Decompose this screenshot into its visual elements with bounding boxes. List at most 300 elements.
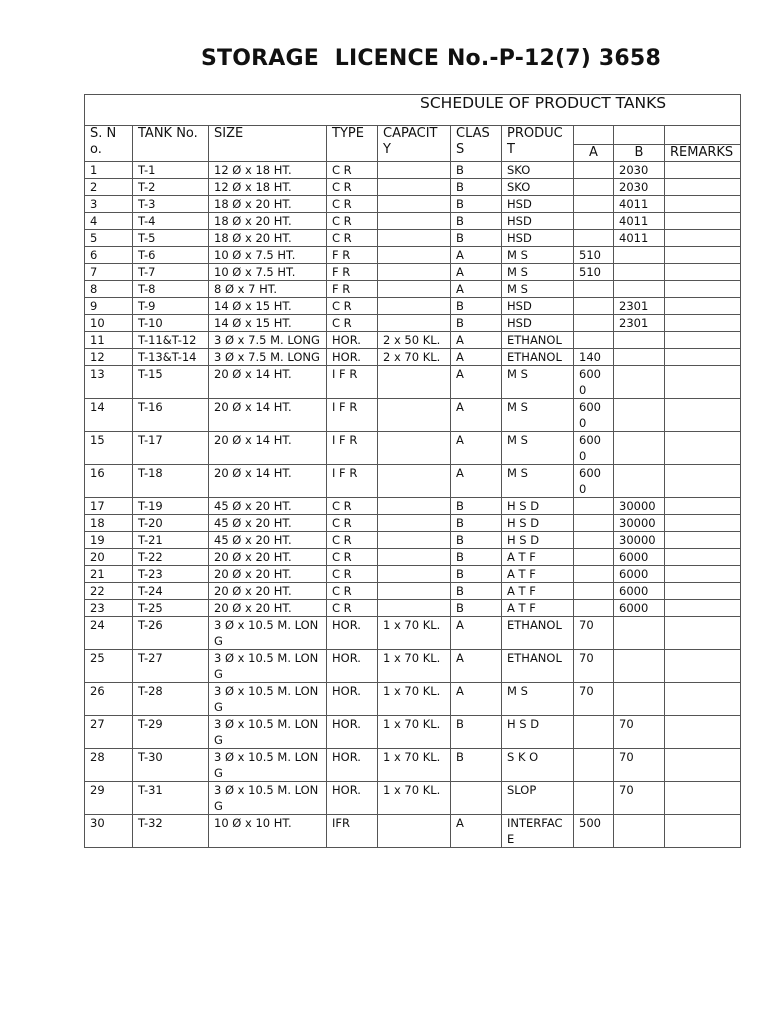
cell-tank: T-3: [133, 196, 209, 213]
cell-capacity: [378, 549, 451, 566]
cell-size: 20 Ø x 20 HT.: [209, 600, 327, 617]
cell-product: HSD: [502, 213, 574, 230]
cell-type: C R: [327, 213, 378, 230]
cell-b: [614, 247, 665, 264]
cell-type: I F R: [327, 366, 378, 399]
cell-capacity: [378, 432, 451, 465]
cell-b: 4011: [614, 230, 665, 247]
cell-type: I F R: [327, 465, 378, 498]
cell-size: 3 Ø x 10.5 M. LONG: [209, 782, 327, 815]
cell-capacity: [378, 465, 451, 498]
cell-type: C R: [327, 583, 378, 600]
table-row: [85, 432, 741, 465]
cell-remarks: [665, 179, 741, 196]
cell-capacity: 1 x 70 KL.: [378, 782, 451, 815]
table-row: [85, 532, 741, 549]
cell-capacity: 2 x 70 KL.: [378, 349, 451, 366]
cell-a: [574, 600, 614, 617]
cell-a: [574, 532, 614, 549]
cell-a: 510: [574, 264, 614, 281]
cell-tank: T-11&T-12: [133, 332, 209, 349]
header-size: SIZE: [209, 126, 327, 162]
cell-tank: T-30: [133, 749, 209, 782]
cell-class: A: [451, 617, 502, 650]
cell-a: [574, 230, 614, 247]
cell-capacity: [378, 566, 451, 583]
cell-type: F R: [327, 281, 378, 298]
cell-size: 14 Ø x 15 HT.: [209, 298, 327, 315]
cell-b: 70: [614, 749, 665, 782]
cell-product: HSD: [502, 298, 574, 315]
cell-sno: 21: [85, 566, 133, 583]
cell-sno: 7: [85, 264, 133, 281]
cell-remarks: [665, 650, 741, 683]
cell-sno: 28: [85, 749, 133, 782]
cell-type: C R: [327, 315, 378, 332]
cell-type: HOR.: [327, 332, 378, 349]
cell-size: 14 Ø x 15 HT.: [209, 315, 327, 332]
cell-product: SKO: [502, 179, 574, 196]
cell-product: H S D: [502, 532, 574, 549]
table-row: [85, 515, 741, 532]
cell-size: 12 Ø x 18 HT.: [209, 179, 327, 196]
schedule-title: SCHEDULE OF PRODUCT TANKS: [85, 95, 741, 126]
table-row: [85, 782, 741, 815]
cell-a: [574, 498, 614, 515]
cell-tank: T-26: [133, 617, 209, 650]
table-row: [85, 264, 741, 281]
cell-class: B: [451, 549, 502, 566]
table-row: [85, 498, 741, 515]
cell-remarks: [665, 162, 741, 179]
table-row: [85, 332, 741, 349]
cell-type: C R: [327, 179, 378, 196]
cell-remarks: [665, 196, 741, 213]
cell-size: 20 Ø x 14 HT.: [209, 399, 327, 432]
cell-a: [574, 179, 614, 196]
cell-tank: T-10: [133, 315, 209, 332]
cell-tank: T-6: [133, 247, 209, 264]
cell-sno: 10: [85, 315, 133, 332]
cell-b: [614, 683, 665, 716]
cell-tank: T-27: [133, 650, 209, 683]
cell-a: [574, 515, 614, 532]
cell-tank: T-24: [133, 583, 209, 600]
table-row: [85, 465, 741, 498]
cell-remarks: [665, 213, 741, 230]
cell-size: 20 Ø x 20 HT.: [209, 549, 327, 566]
cell-a: [574, 782, 614, 815]
cell-class: B: [451, 230, 502, 247]
cell-remarks: [665, 498, 741, 515]
table-row: [85, 179, 741, 196]
cell-tank: T-29: [133, 716, 209, 749]
cell-remarks: [665, 749, 741, 782]
cell-type: HOR.: [327, 749, 378, 782]
cell-capacity: [378, 600, 451, 617]
table-row: [85, 196, 741, 213]
cell-product: SKO: [502, 162, 574, 179]
header-tank: TANK No.: [133, 126, 209, 162]
cell-b: [614, 399, 665, 432]
cell-size: 3 Ø x 10.5 M. LONG: [209, 716, 327, 749]
cell-a: 510: [574, 247, 614, 264]
cell-remarks: [665, 549, 741, 566]
cell-sno: 22: [85, 583, 133, 600]
cell-a: [574, 196, 614, 213]
table-row: [85, 399, 741, 432]
cell-tank: T-18: [133, 465, 209, 498]
cell-product: M S: [502, 264, 574, 281]
product-tanks-table: [84, 94, 741, 848]
cell-a: [574, 716, 614, 749]
cell-size: 3 Ø x 10.5 M. LONG: [209, 749, 327, 782]
cell-b: [614, 465, 665, 498]
cell-tank: T-4: [133, 213, 209, 230]
cell-size: 3 Ø x 7.5 M. LONG: [209, 332, 327, 349]
cell-class: B: [451, 749, 502, 782]
cell-size: 20 Ø x 14 HT.: [209, 432, 327, 465]
cell-type: C R: [327, 498, 378, 515]
cell-type: I F R: [327, 432, 378, 465]
cell-capacity: [378, 583, 451, 600]
cell-tank: T-13&T-14: [133, 349, 209, 366]
cell-remarks: [665, 332, 741, 349]
cell-size: 10 Ø x 7.5 HT.: [209, 247, 327, 264]
cell-type: I F R: [327, 399, 378, 432]
cell-tank: T-16: [133, 399, 209, 432]
cell-remarks: [665, 600, 741, 617]
cell-a: 6000: [574, 366, 614, 399]
cell-tank: T-25: [133, 600, 209, 617]
cell-sno: 27: [85, 716, 133, 749]
cell-sno: 12: [85, 349, 133, 366]
cell-a: [574, 583, 614, 600]
cell-size: 20 Ø x 14 HT.: [209, 366, 327, 399]
cell-product: HSD: [502, 315, 574, 332]
cell-a: [574, 162, 614, 179]
cell-tank: T-9: [133, 298, 209, 315]
cell-class: A: [451, 281, 502, 298]
cell-b: 6000: [614, 583, 665, 600]
header-remarks: REMARKS: [665, 145, 741, 162]
cell-remarks: [665, 281, 741, 298]
cell-product: HSD: [502, 230, 574, 247]
cell-remarks: [665, 399, 741, 432]
cell-type: F R: [327, 264, 378, 281]
cell-a: 6000: [574, 399, 614, 432]
cell-product: ETHANOL: [502, 650, 574, 683]
cell-tank: T-8: [133, 281, 209, 298]
header-capacity: CAPACITY: [378, 126, 451, 162]
cell-tank: T-15: [133, 366, 209, 399]
cell-product: H S D: [502, 515, 574, 532]
cell-type: C R: [327, 162, 378, 179]
table-row: [85, 815, 741, 848]
cell-b: 30000: [614, 498, 665, 515]
cell-remarks: [665, 716, 741, 749]
cell-a: [574, 213, 614, 230]
cell-class: A: [451, 366, 502, 399]
cell-capacity: [378, 298, 451, 315]
table-row: [85, 349, 741, 366]
cell-type: IFR: [327, 815, 378, 848]
cell-class: [451, 782, 502, 815]
cell-a: 140: [574, 349, 614, 366]
cell-b: 6000: [614, 566, 665, 583]
cell-tank: T-5: [133, 230, 209, 247]
cell-sno: 8: [85, 281, 133, 298]
cell-remarks: [665, 815, 741, 848]
cell-a: [574, 549, 614, 566]
cell-type: C R: [327, 600, 378, 617]
cell-product: A T F: [502, 549, 574, 566]
cell-sno: 23: [85, 600, 133, 617]
cell-type: HOR.: [327, 782, 378, 815]
cell-capacity: [378, 179, 451, 196]
cell-remarks: [665, 782, 741, 815]
cell-type: C R: [327, 298, 378, 315]
cell-b: [614, 349, 665, 366]
table-row: [85, 281, 741, 298]
cell-class: A: [451, 650, 502, 683]
table-row: [85, 230, 741, 247]
table-row: [85, 162, 741, 179]
cell-sno: 26: [85, 683, 133, 716]
cell-size: 12 Ø x 18 HT.: [209, 162, 327, 179]
cell-tank: T-19: [133, 498, 209, 515]
cell-size: 3 Ø x 10.5 M. LONG: [209, 617, 327, 650]
cell-class: B: [451, 179, 502, 196]
cell-capacity: 1 x 70 KL.: [378, 716, 451, 749]
cell-capacity: [378, 498, 451, 515]
cell-tank: T-31: [133, 782, 209, 815]
cell-size: 20 Ø x 20 HT.: [209, 583, 327, 600]
cell-capacity: [378, 247, 451, 264]
cell-b: 2030: [614, 179, 665, 196]
header-class: CLASS: [451, 126, 502, 162]
cell-tank: T-17: [133, 432, 209, 465]
cell-class: A: [451, 349, 502, 366]
cell-product: M S: [502, 247, 574, 264]
cell-sno: 14: [85, 399, 133, 432]
cell-type: C R: [327, 566, 378, 583]
cell-class: B: [451, 583, 502, 600]
cell-size: 45 Ø x 20 HT.: [209, 515, 327, 532]
table-row: [85, 315, 741, 332]
cell-class: A: [451, 683, 502, 716]
cell-sno: 16: [85, 465, 133, 498]
cell-capacity: [378, 213, 451, 230]
table-row: [85, 749, 741, 782]
cell-product: M S: [502, 281, 574, 298]
cell-a: 70: [574, 683, 614, 716]
cell-capacity: [378, 399, 451, 432]
cell-sno: 11: [85, 332, 133, 349]
cell-b: 6000: [614, 600, 665, 617]
cell-a: 70: [574, 617, 614, 650]
table-row: [85, 549, 741, 566]
cell-capacity: [378, 281, 451, 298]
cell-sno: 3: [85, 196, 133, 213]
table-row: [85, 566, 741, 583]
cell-sno: 17: [85, 498, 133, 515]
cell-capacity: [378, 315, 451, 332]
cell-type: C R: [327, 549, 378, 566]
cell-type: C R: [327, 230, 378, 247]
cell-b: [614, 650, 665, 683]
cell-capacity: 1 x 70 KL.: [378, 650, 451, 683]
document-title: STORAGE LICENCE No.-P-12(7) 3658: [201, 46, 661, 71]
cell-a: [574, 315, 614, 332]
cell-size: 18 Ø x 20 HT.: [209, 230, 327, 247]
cell-type: C R: [327, 515, 378, 532]
cell-class: A: [451, 815, 502, 848]
cell-tank: T-28: [133, 683, 209, 716]
header-empty-cell: [574, 126, 614, 145]
cell-class: A: [451, 332, 502, 349]
table-row: [85, 366, 741, 399]
cell-remarks: [665, 298, 741, 315]
cell-sno: 30: [85, 815, 133, 848]
cell-class: A: [451, 399, 502, 432]
cell-remarks: [665, 349, 741, 366]
table-row: [85, 247, 741, 264]
cell-remarks: [665, 532, 741, 549]
cell-size: 20 Ø x 14 HT.: [209, 465, 327, 498]
cell-sno: 25: [85, 650, 133, 683]
table-row: [85, 716, 741, 749]
cell-remarks: [665, 230, 741, 247]
cell-capacity: [378, 815, 451, 848]
cell-product: M S: [502, 366, 574, 399]
cell-b: 30000: [614, 532, 665, 549]
cell-tank: T-7: [133, 264, 209, 281]
cell-class: B: [451, 566, 502, 583]
cell-capacity: [378, 366, 451, 399]
cell-product: SLOP: [502, 782, 574, 815]
cell-class: B: [451, 515, 502, 532]
cell-b: 4011: [614, 196, 665, 213]
cell-size: 45 Ø x 20 HT.: [209, 532, 327, 549]
cell-class: A: [451, 264, 502, 281]
cell-size: 10 Ø x 7.5 HT.: [209, 264, 327, 281]
cell-class: B: [451, 162, 502, 179]
cell-sno: 5: [85, 230, 133, 247]
cell-product: A T F: [502, 600, 574, 617]
table-row: [85, 298, 741, 315]
cell-class: A: [451, 465, 502, 498]
cell-sno: 19: [85, 532, 133, 549]
cell-type: HOR.: [327, 617, 378, 650]
cell-a: [574, 566, 614, 583]
header-a: A: [574, 145, 614, 162]
cell-remarks: [665, 617, 741, 650]
cell-remarks: [665, 583, 741, 600]
cell-capacity: 1 x 70 KL.: [378, 617, 451, 650]
cell-size: 20 Ø x 20 HT.: [209, 566, 327, 583]
cell-sno: 15: [85, 432, 133, 465]
cell-remarks: [665, 566, 741, 583]
cell-capacity: 2 x 50 KL.: [378, 332, 451, 349]
cell-type: HOR.: [327, 650, 378, 683]
cell-class: A: [451, 247, 502, 264]
cell-class: B: [451, 196, 502, 213]
cell-product: INTERFACE: [502, 815, 574, 848]
cell-capacity: [378, 532, 451, 549]
table-row: [85, 683, 741, 716]
cell-product: M S: [502, 432, 574, 465]
cell-class: B: [451, 716, 502, 749]
cell-remarks: [665, 264, 741, 281]
cell-a: 6000: [574, 465, 614, 498]
cell-class: B: [451, 298, 502, 315]
cell-a: [574, 298, 614, 315]
cell-product: A T F: [502, 566, 574, 583]
cell-b: 6000: [614, 549, 665, 566]
cell-remarks: [665, 247, 741, 264]
cell-b: [614, 617, 665, 650]
cell-sno: 24: [85, 617, 133, 650]
cell-a: 6000: [574, 432, 614, 465]
cell-type: C R: [327, 532, 378, 549]
cell-b: [614, 815, 665, 848]
cell-tank: T-1: [133, 162, 209, 179]
cell-class: B: [451, 213, 502, 230]
cell-size: 3 Ø x 7.5 M. LONG: [209, 349, 327, 366]
cell-a: [574, 281, 614, 298]
cell-product: H S D: [502, 716, 574, 749]
cell-a: [574, 332, 614, 349]
cell-remarks: [665, 683, 741, 716]
cell-class: B: [451, 498, 502, 515]
cell-a: [574, 749, 614, 782]
cell-sno: 18: [85, 515, 133, 532]
table-row: [85, 600, 741, 617]
header-product: PRODUCT: [502, 126, 574, 162]
cell-tank: T-23: [133, 566, 209, 583]
cell-sno: 9: [85, 298, 133, 315]
header-type: TYPE: [327, 126, 378, 162]
cell-remarks: [665, 465, 741, 498]
cell-product: ETHANOL: [502, 617, 574, 650]
tank-rows: [85, 162, 741, 848]
cell-capacity: [378, 162, 451, 179]
cell-b: [614, 281, 665, 298]
cell-sno: 6: [85, 247, 133, 264]
cell-size: 45 Ø x 20 HT.: [209, 498, 327, 515]
cell-size: 18 Ø x 20 HT.: [209, 196, 327, 213]
cell-sno: 1: [85, 162, 133, 179]
header-b: B: [614, 145, 665, 162]
cell-b: [614, 366, 665, 399]
cell-product: A T F: [502, 583, 574, 600]
cell-size: 8 Ø x 7 HT.: [209, 281, 327, 298]
cell-capacity: 1 x 70 KL.: [378, 749, 451, 782]
cell-sno: 20: [85, 549, 133, 566]
cell-product: ETHANOL: [502, 332, 574, 349]
table-row: [85, 650, 741, 683]
cell-a: 70: [574, 650, 614, 683]
cell-a: 500: [574, 815, 614, 848]
cell-b: 2301: [614, 315, 665, 332]
cell-product: H S D: [502, 498, 574, 515]
table-row: [85, 617, 741, 650]
cell-type: F R: [327, 247, 378, 264]
cell-type: C R: [327, 196, 378, 213]
cell-b: [614, 432, 665, 465]
cell-type: HOR.: [327, 349, 378, 366]
